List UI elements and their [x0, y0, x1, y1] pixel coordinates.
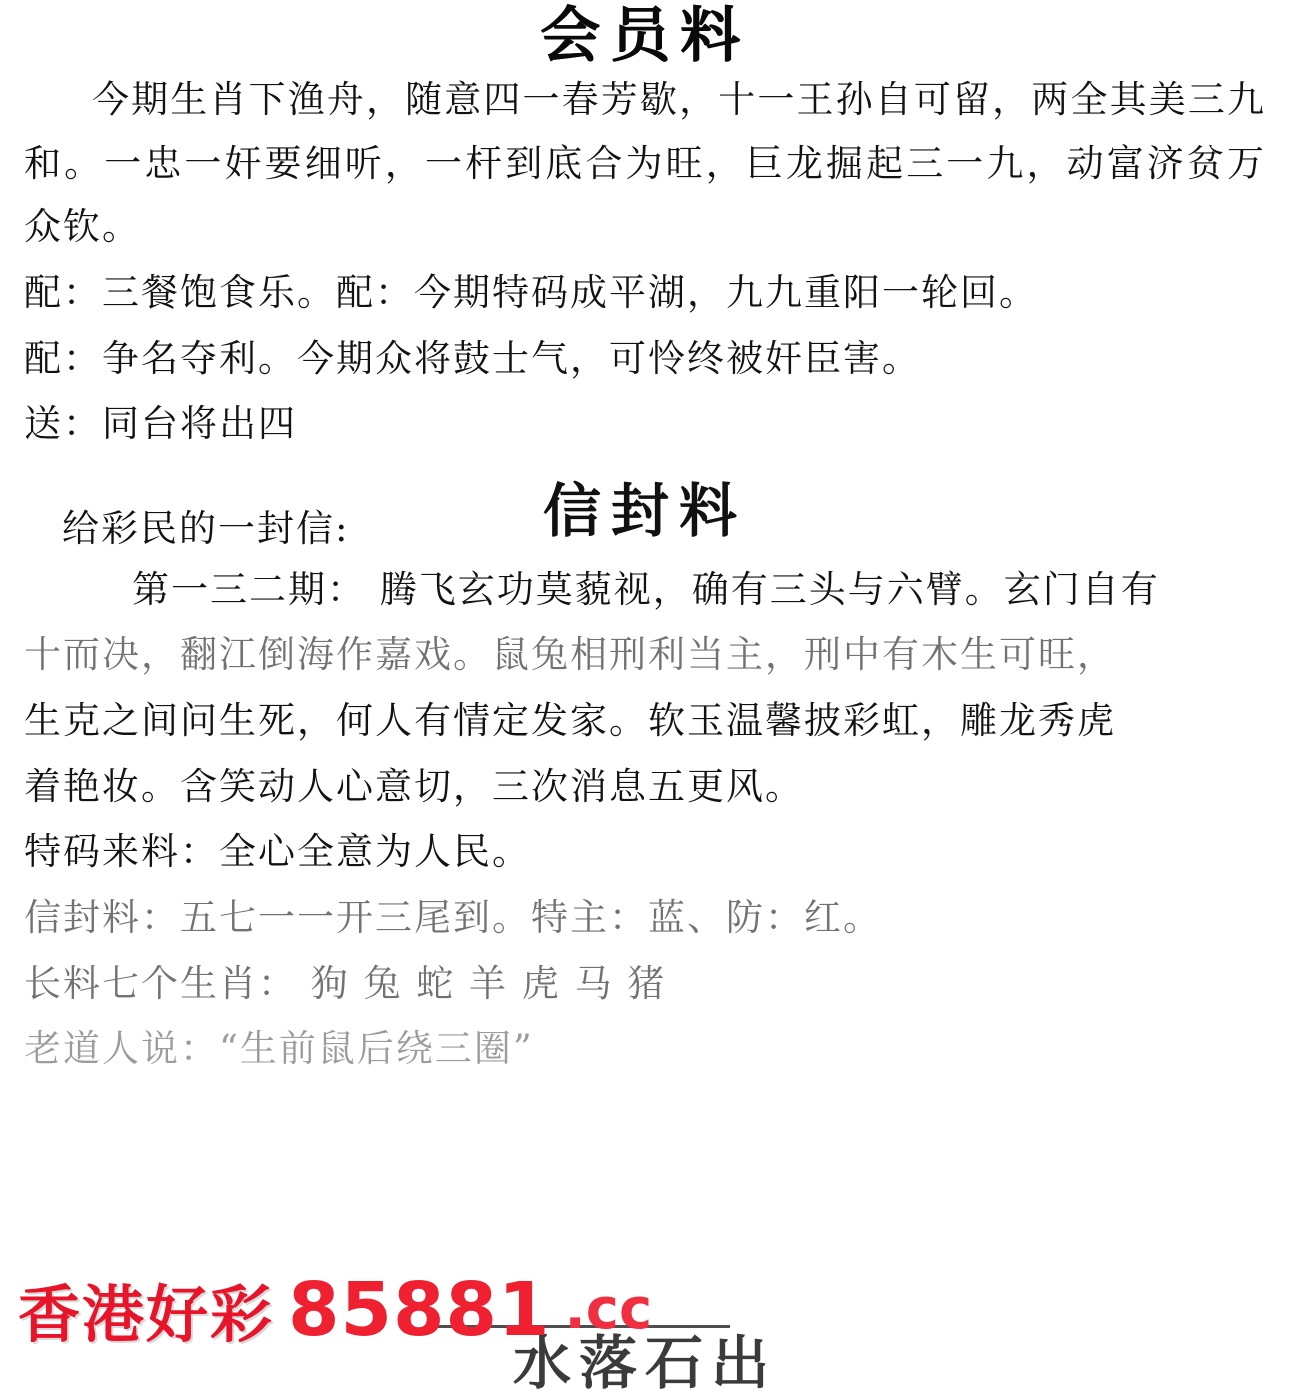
envelope-section-title: 信封料 — [542, 476, 747, 545]
envelope-zodiac-line: 长料七个生肖： 狗 兔 蛇 羊 虎 马 猪 — [24, 961, 667, 1005]
letter-to-label: 给彩民的一封信: — [62, 506, 350, 550]
member-paragraph-3: 配：争名夺利。今期众将鼓士气，可怜终被奸臣害。 — [24, 336, 921, 380]
footer-title: 水落石出 — [512, 1329, 777, 1397]
document-page — [0, 1, 1290, 1397]
member-paragraph-1: 今期生肖下渔舟，随意四一春芳歇，十一王孙自可留，两全其美三九和。一忠一奸要细听，一杆到底合为旺，巨龙掘起三一九，动富济贫万众钦。 — [24, 78, 1266, 249]
watermark — [18, 1265, 652, 1354]
envelope-saying-line: 老道人说：“生前鼠后绕三圈” — [24, 1027, 534, 1071]
watermark-brand: 香港好彩 — [18, 1278, 275, 1351]
envelope-issue-line: 第一三二期： 腾飞玄功莫藐视，确有三头与六臂。玄门自有 — [132, 567, 1160, 611]
envelope-body-line-2: 着艳妆。含笑动人心意切，三次消息五更风。 — [24, 764, 804, 808]
envelope-info-line: 信封料：五七一一开三尾到。特主：蓝、防：红。 — [24, 895, 882, 939]
member-paragraph-4: 送：同台将出四 — [24, 402, 297, 446]
watermark-number: 85881 — [288, 1266, 551, 1353]
envelope-faint-line: 十而决，翻江倒海作嘉戏。鼠兔相刑利当主，刑中有木生可旺， — [24, 633, 1116, 677]
watermark-tld: .cc — [564, 1277, 653, 1342]
envelope-special-line: 特码来料：全心全意为人民。 — [24, 830, 531, 874]
member-section-title: 会员料 — [540, 1, 750, 71]
envelope-body-line-1: 生克之间问生死，何人有情定发家。软玉温馨披彩虹，雕龙秀虎 — [24, 699, 1116, 742]
envelope-header — [24, 470, 1266, 558]
member-paragraph-2: 配：三餐饱食乐。配：今期特码成平湖，九九重阳一轮回。 — [24, 270, 1038, 314]
